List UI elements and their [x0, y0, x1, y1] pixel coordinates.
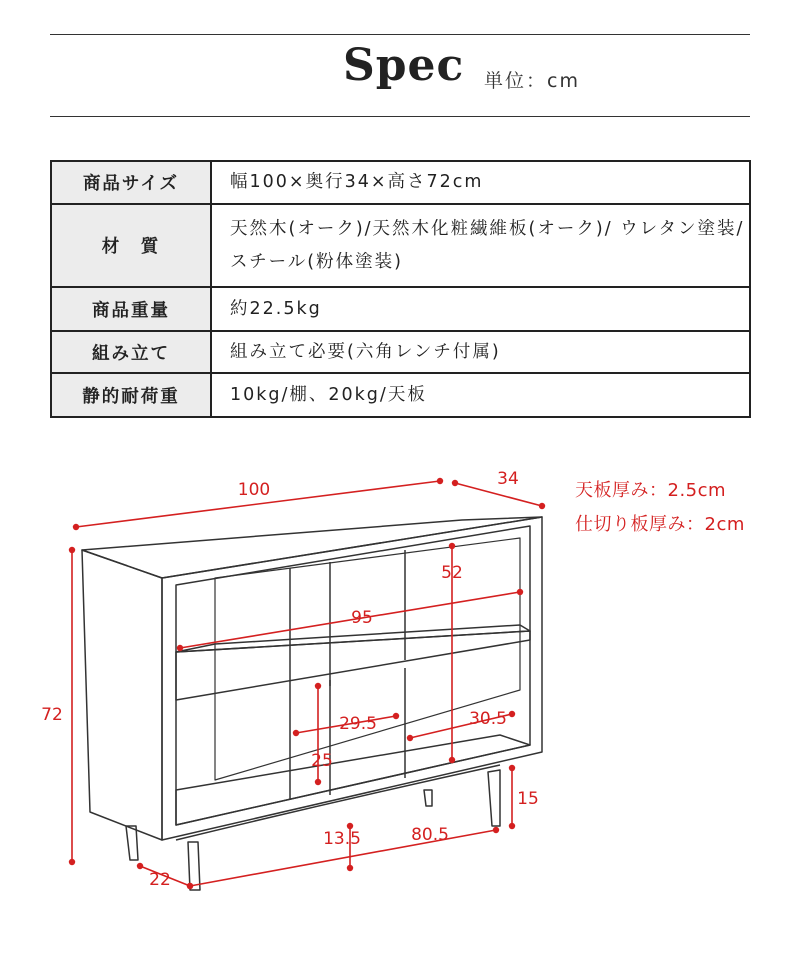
spec-value: 約22.5kg — [211, 287, 750, 331]
leg-back-right — [424, 790, 432, 806]
depth-label: 34 — [497, 469, 519, 489]
spec-label: 商品重量 — [51, 287, 211, 331]
cabinet-inner-frame — [176, 526, 530, 825]
bottom-shelf — [176, 735, 530, 825]
header-bottom-rule — [50, 116, 750, 117]
unit-label: 単位：cm — [484, 70, 580, 92]
leg-back-left — [126, 826, 138, 860]
upper-shelf-height-label: 52 — [441, 563, 463, 583]
compartment-depth-left-label: 29.5 — [339, 714, 377, 734]
upper-shelf-top — [176, 625, 530, 652]
leg-front-left — [188, 842, 200, 890]
cabinet-side-panel — [82, 550, 162, 840]
spec-value: 10kg/棚、20kg/天板 — [211, 373, 750, 417]
spec-label: 材 質 — [51, 204, 211, 287]
spec-row-material — [51, 204, 750, 287]
spec-row-weight — [51, 287, 750, 331]
spec-value: 組み立て必要(六角レンチ付属) — [211, 331, 750, 373]
leg-span-label: 80.5 — [411, 825, 449, 845]
dimension-lines — [72, 481, 542, 886]
spec-label: 組み立て — [51, 331, 211, 373]
lower-shelf-height-label: 25 — [311, 751, 333, 771]
cabinet-top-board — [82, 517, 542, 578]
cabinet-back-panel — [215, 538, 520, 780]
spec-label: 商品サイズ — [51, 161, 211, 204]
floor-clearance-label: 13.5 — [323, 829, 361, 849]
width-label: 100 — [237, 480, 271, 500]
shelf-dimension-diagram — [0, 440, 800, 960]
spec-row-assembly — [51, 331, 750, 373]
compartment-depth-right-label: 30.5 — [469, 709, 507, 729]
inner-width-line — [180, 592, 520, 648]
cabinet-front-frame — [162, 517, 542, 840]
top-board-thickness-note: 天板厚み：2.5cm — [575, 480, 727, 501]
spec-table — [50, 160, 751, 418]
leg-inset-label: 22 — [149, 870, 171, 890]
height-label: 72 — [41, 705, 63, 725]
spec-label: 静的耐荷重 — [51, 373, 211, 417]
header-top-rule — [50, 34, 750, 35]
spec-value: 天然木(オーク)/天然木化粧繊維板(オーク)/ ウレタン塗装/スチール(粉体塗装) — [211, 204, 750, 287]
leg-height-label: 15 — [517, 789, 539, 809]
spec-row-load — [51, 373, 750, 417]
partition-thickness-note: 仕切り板厚み：2cm — [575, 514, 745, 535]
spec-value: 幅100×奥行34×高さ72cm — [211, 161, 750, 204]
inner-width-label: 95 — [351, 608, 373, 628]
page-title: Spec — [343, 40, 465, 91]
leg-front-right — [488, 770, 500, 826]
spec-row-size — [51, 161, 750, 204]
